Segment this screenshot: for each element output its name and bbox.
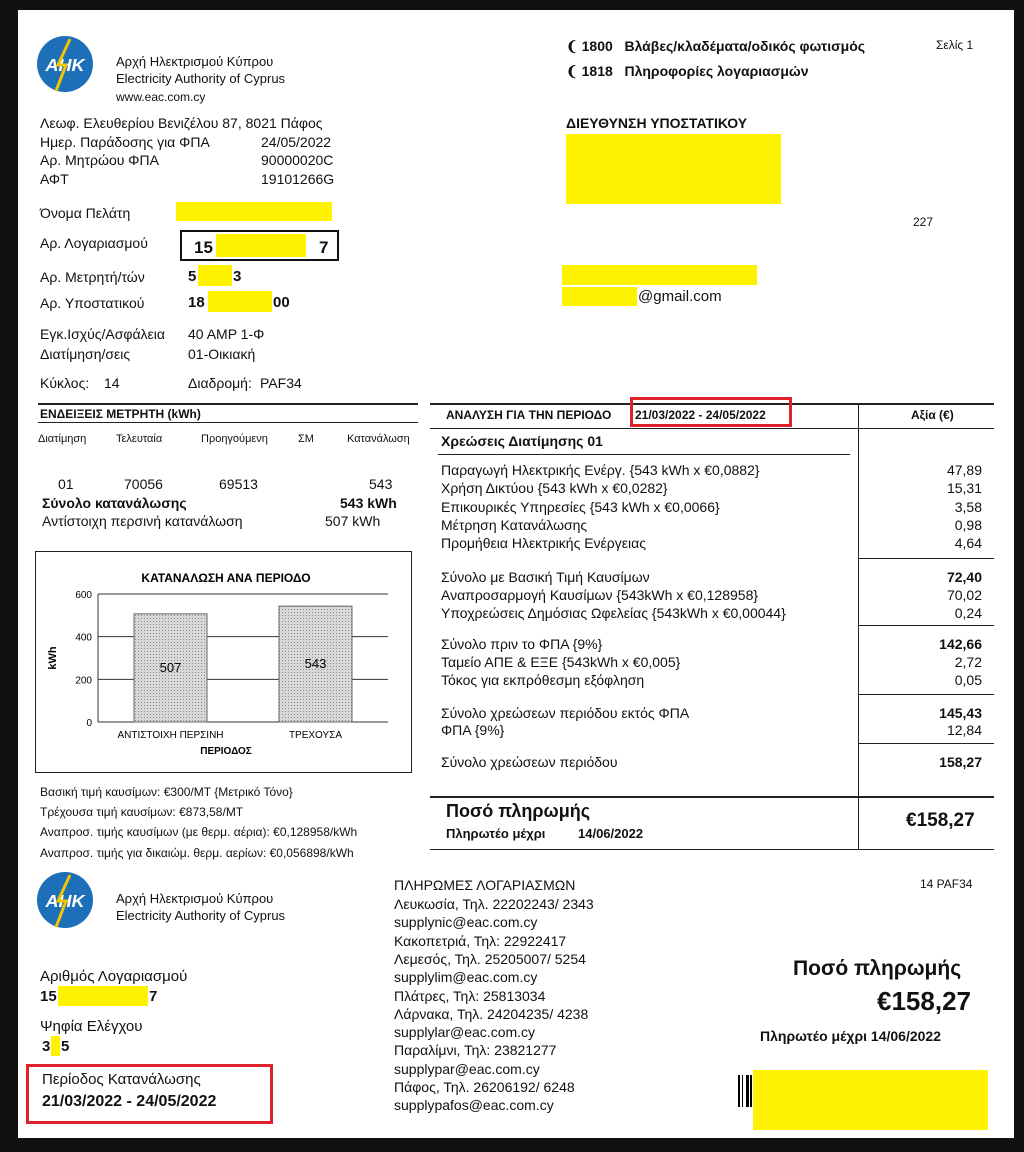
col-tariff-header: Διατίμηση <box>38 433 87 445</box>
office-phone: Λευκωσία, Τηλ. 22202243/ 2343 <box>394 896 594 912</box>
chart-title: ΚΑΤΑΝΑΛΩΣΗ ΑΝΑ ΠΕΡΙΟΔΟ <box>141 571 311 585</box>
consumption-period-label: Περίοδος Κατανάλωσης <box>42 1071 201 1088</box>
charge-value: 4,64 <box>954 535 982 551</box>
vat-reg-value: 90000020C <box>261 152 334 168</box>
office-email[interactable]: supplylim@eac.com.cy <box>394 969 538 986</box>
eac-logo <box>36 35 94 93</box>
divider <box>430 428 994 429</box>
charge-value: 12,84 <box>946 722 982 738</box>
cycle-label: Κύκλος: <box>40 375 90 391</box>
reading-tariff: 01 <box>58 476 74 492</box>
logo-letters: ΑΗΚ <box>45 891 85 911</box>
prev-consumption-value: 507 kWh <box>325 513 381 529</box>
account-label: Αρ. Λογαριασμού <box>40 235 148 251</box>
company-website[interactable]: www.eac.com.cy <box>116 90 206 104</box>
fuel-note-4: Αναπροσ. τιμής για δικαιώμ. θερμ. αερίων: €0,056898/kWh <box>40 846 354 860</box>
office-email[interactable]: supplylar@eac.com.cy <box>394 1024 536 1041</box>
charge-label: Ταμείο ΑΠΕ & ΕΞΕ {543kWh x €0,005} <box>441 654 681 670</box>
charge-value: 15,31 <box>946 480 982 496</box>
company-name-gr: Αρχή Ηλεκτρισμού Κύπρου <box>116 54 274 69</box>
reading-previous: 69513 <box>219 476 258 492</box>
logo-letters: ΑΗΚ <box>45 55 85 75</box>
redacted-account <box>216 234 306 257</box>
phone-row-2: ❨ 1818 Πληροφορίες λογαριασμών <box>566 63 809 79</box>
charge-label: Επικουρικές Υπηρεσίες {543 kWh x €0,0066} <box>441 499 720 515</box>
due-label: Πληρωτέο μέχρι <box>446 826 546 841</box>
charge-value: 0,05 <box>954 672 982 688</box>
company-name-en: Electricity Authority of Cyprus <box>116 908 286 923</box>
check-digits-start: 3 <box>42 1038 51 1055</box>
charge-label: Τόκος για εκπρόθεσμη εξόφληση <box>441 672 645 688</box>
charges-section-title: Χρεώσεις Διατίμησης 01 <box>441 433 603 449</box>
fuel-note-2: Τρέχουσα τιμή καυσίμων: €873,58/MT <box>40 805 244 819</box>
vat-reg-label: Αρ. Μητρώου ΦΠΑ <box>40 152 159 168</box>
divider <box>438 454 850 455</box>
route-label: Διαδρομή: <box>188 375 252 391</box>
office-phone: Λάρνακα, Τηλ. 24204235/ 4238 <box>394 1005 589 1022</box>
tariff-label: Διατίμηση/σεις <box>40 346 131 362</box>
office-phone: Παραλίμνι, Τηλ: 23821277 <box>394 1042 557 1059</box>
meter-readings-title: ΕΝΔΕΙΞΕΙΣ ΜΕΤΡΗΤΗ (kWh) <box>40 407 201 421</box>
route-value: PAF34 <box>260 375 302 391</box>
divider <box>430 849 994 850</box>
bar-value-label: 507 <box>159 659 182 675</box>
office-phone: Πλάτρες, Τηλ: 25813034 <box>394 987 546 1004</box>
col-last-header: Τελευταία <box>116 433 163 445</box>
x-tick-label: ΤΡΕΧΟΥΣΑ <box>288 730 343 741</box>
address-code: 227 <box>913 215 934 229</box>
charge-value: 70,02 <box>946 587 982 603</box>
tariff-value: 01-Οικιακή <box>188 346 256 362</box>
slip-due-text: Πληρωτέο μέχρι 14/06/2022 <box>760 1028 942 1044</box>
charge-value: 145,43 <box>939 705 982 721</box>
x-axis-label: ΠΕΡΙΟΔΟΣ <box>200 746 252 757</box>
meter-start: 5 <box>188 268 197 285</box>
y-tick-label: 200 <box>75 675 92 687</box>
slip-cycle-route: 14 PAF34 <box>920 877 973 891</box>
divider <box>38 422 418 423</box>
office-email[interactable]: supplypar@eac.com.cy <box>394 1060 540 1077</box>
divider <box>858 694 994 695</box>
cycle-value: 14 <box>104 375 120 391</box>
redacted-email <box>562 287 637 306</box>
charge-value: 142,66 <box>939 636 982 652</box>
vat-date-label: Ημερ. Παράδοσης για ΦΠΑ <box>40 134 210 150</box>
office-phone: Πάφος, Τηλ. 26206192/ 6248 <box>394 1079 575 1095</box>
premises-address-title: ΔΙΕΥΘΥΝΣΗ ΥΠΟΣΤΑΤΙΚΟΥ <box>566 115 748 131</box>
col-consumption-header: Κατανάλωση <box>347 433 410 445</box>
phone-row-1: ❨ 1800 Βλάβες/κλαδέματα/οδικός φωτισμός <box>566 38 866 54</box>
consumption-period-value: 21/03/2022 - 24/05/2022 <box>42 1093 217 1110</box>
value-header: Αξία (€) <box>911 408 954 422</box>
charge-label: Χρήση Δικτύου {543 kWh x €0,0282} <box>441 480 668 496</box>
supply-label: Εγκ.Ισχύς/Ασφάλεια <box>40 326 165 342</box>
col-sm-header: ΣΜ <box>298 433 314 445</box>
charge-label: Σύνολο πριν το ΦΠΑ {9%} <box>441 636 603 652</box>
fuel-note-3: Αναπροσ. τιμής καυσίμων (με θερμ. αέρια): €0,128958/kWh <box>40 825 358 839</box>
meter-end: 3 <box>233 268 242 285</box>
check-digits-end: 5 <box>61 1038 70 1055</box>
consumption-chart <box>35 551 412 773</box>
period-total-label: Σύνολο χρεώσεων περιόδου <box>441 754 618 770</box>
charge-value: 2,72 <box>954 654 982 670</box>
period-highlight-box <box>630 397 792 427</box>
y-tick-label: 0 <box>86 718 92 729</box>
divider <box>858 625 994 626</box>
col-previous-header: Προηγούμενη <box>201 433 268 445</box>
charge-label: Παραγωγή Ηλεκτρικής Ενέργ. {543 kWh x €0,0882} <box>441 462 760 478</box>
charge-value: 0,98 <box>954 517 982 533</box>
redacted-customer-line <box>562 265 757 285</box>
office-address: Λεωφ. Ελευθερίου Βενιζέλου 87, 8021 Πάφος <box>40 115 323 131</box>
charge-label: Σύνολο με Βασική Τιμή Καυσίμων <box>441 569 650 585</box>
office-phone: Κακοπετριά, Τηλ: 22922417 <box>394 932 567 949</box>
company-name-gr: Αρχή Ηλεκτρισμού Κύπρου <box>116 891 274 906</box>
account-number-end: 7 <box>319 238 329 257</box>
redacted-slip-account <box>58 986 148 1006</box>
charge-label: Μέτρηση Κατανάλωσης <box>441 517 588 533</box>
slip-account-end: 7 <box>149 988 158 1005</box>
premises-label: Αρ. Υποστατικού <box>40 295 145 311</box>
y-axis-label: kWh <box>47 646 59 670</box>
vat-date-value: 24/05/2022 <box>261 134 332 150</box>
total-consumption-label: Σύνολο κατανάλωσης <box>42 495 187 511</box>
customer-name-label: Όνομα Πελάτη <box>40 205 131 221</box>
redacted-premises <box>208 291 272 312</box>
charge-value: 3,58 <box>954 499 982 515</box>
divider <box>858 743 994 744</box>
phone-icon: ❨ <box>566 38 578 54</box>
office-email[interactable]: supplypafos@eac.com.cy <box>394 1097 554 1114</box>
divider <box>858 558 994 559</box>
charge-label: Αναπροσαρμογή Καυσίμων {543kWh x €0,128958} <box>441 587 759 603</box>
chart-svg <box>36 552 413 774</box>
reading-last: 70056 <box>124 476 163 492</box>
prev-consumption-label: Αντίστοιχη περσινή κατανάλωση <box>42 513 243 529</box>
supply-value: 40 AMP 1-Φ <box>188 326 265 342</box>
office-email[interactable]: supplynic@eac.com.cy <box>394 914 538 931</box>
total-consumption-value: 543 kWh <box>340 495 397 511</box>
company-name-en: Electricity Authority of Cyprus <box>116 71 286 86</box>
charge-label: ΦΠΑ {9%} <box>441 722 505 738</box>
redacted-meter <box>198 265 232 286</box>
email-suffix[interactable]: @gmail.com <box>638 288 722 305</box>
charge-value: 72,40 <box>946 569 982 585</box>
redacted-name <box>176 202 332 221</box>
slip-payment-value: €158,27 <box>877 986 971 1016</box>
office-phone: Λεμεσός, Τηλ. 25205007/ 5254 <box>394 950 586 967</box>
slip-account-label: Αριθμός Λογαριασμού <box>40 968 188 985</box>
fuel-note-1: Βασική τιμή καυσίμων: €300/MT {Μετρικό Τόνο} <box>40 785 293 799</box>
eac-logo <box>36 871 94 929</box>
charge-label: Σύνολο χρεώσεων περιόδου εκτός ΦΠΑ <box>441 705 690 721</box>
payment-amount-label: Ποσό πληρωμής <box>446 801 591 821</box>
slip-account-start: 15 <box>40 988 57 1005</box>
payment-amount-value: €158,27 <box>906 810 975 831</box>
redacted-check-digits <box>51 1036 60 1056</box>
y-tick-label: 400 <box>75 632 92 644</box>
account-number-box <box>180 230 339 261</box>
analysis-period: 21/03/2022 - 24/05/2022 <box>635 408 766 422</box>
period-total-value: 158,27 <box>939 754 982 770</box>
slip-payment-label: Ποσό πληρωμής <box>793 957 962 980</box>
meter-label: Αρ. Μετρητή/τών <box>40 269 145 285</box>
y-tick-label: 600 <box>75 590 92 601</box>
divider <box>858 403 859 849</box>
aft-value: 19101266G <box>261 171 335 187</box>
bar-value-label: 543 <box>304 656 327 672</box>
check-digits-label: Ψηφία Ελέγχου <box>40 1018 143 1035</box>
charge-label: Προμήθεια Ηλεκτρικής Ενέργειας <box>441 535 646 551</box>
x-tick-label: ΑΝΤΙΣΤΟΙΧΗ ΠΕΡΣΙΝΗ <box>117 730 224 741</box>
premises-start: 18 <box>188 294 205 311</box>
redacted-barcode <box>753 1070 988 1130</box>
divider <box>38 403 418 405</box>
payments-title: ΠΛΗΡΩΜΕΣ ΛΟΓΑΡΙΑΣΜΩΝ <box>394 877 576 893</box>
charge-value: 47,89 <box>946 462 982 478</box>
premises-end: 00 <box>273 294 290 311</box>
analysis-title: ΑΝΑΛΥΣΗ ΓΙΑ ΤΗΝ ΠΕΡΙΟΔΟ <box>446 408 612 422</box>
reading-consumption: 543 <box>369 476 393 492</box>
charge-label: Υποχρεώσεις Δημόσιας Ωφελείας {543kWh x €0,00044} <box>441 605 786 621</box>
account-number-start: 15 <box>194 238 213 257</box>
bill-page <box>18 10 1014 1138</box>
charge-value: 0,24 <box>954 605 982 621</box>
redacted-address <box>566 134 781 204</box>
page-number: Σελίς 1 <box>936 38 974 52</box>
phone-icon: ❨ <box>566 63 578 79</box>
due-date: 14/06/2022 <box>578 826 644 841</box>
divider <box>430 796 994 798</box>
aft-label: ΑΦΤ <box>40 171 69 187</box>
